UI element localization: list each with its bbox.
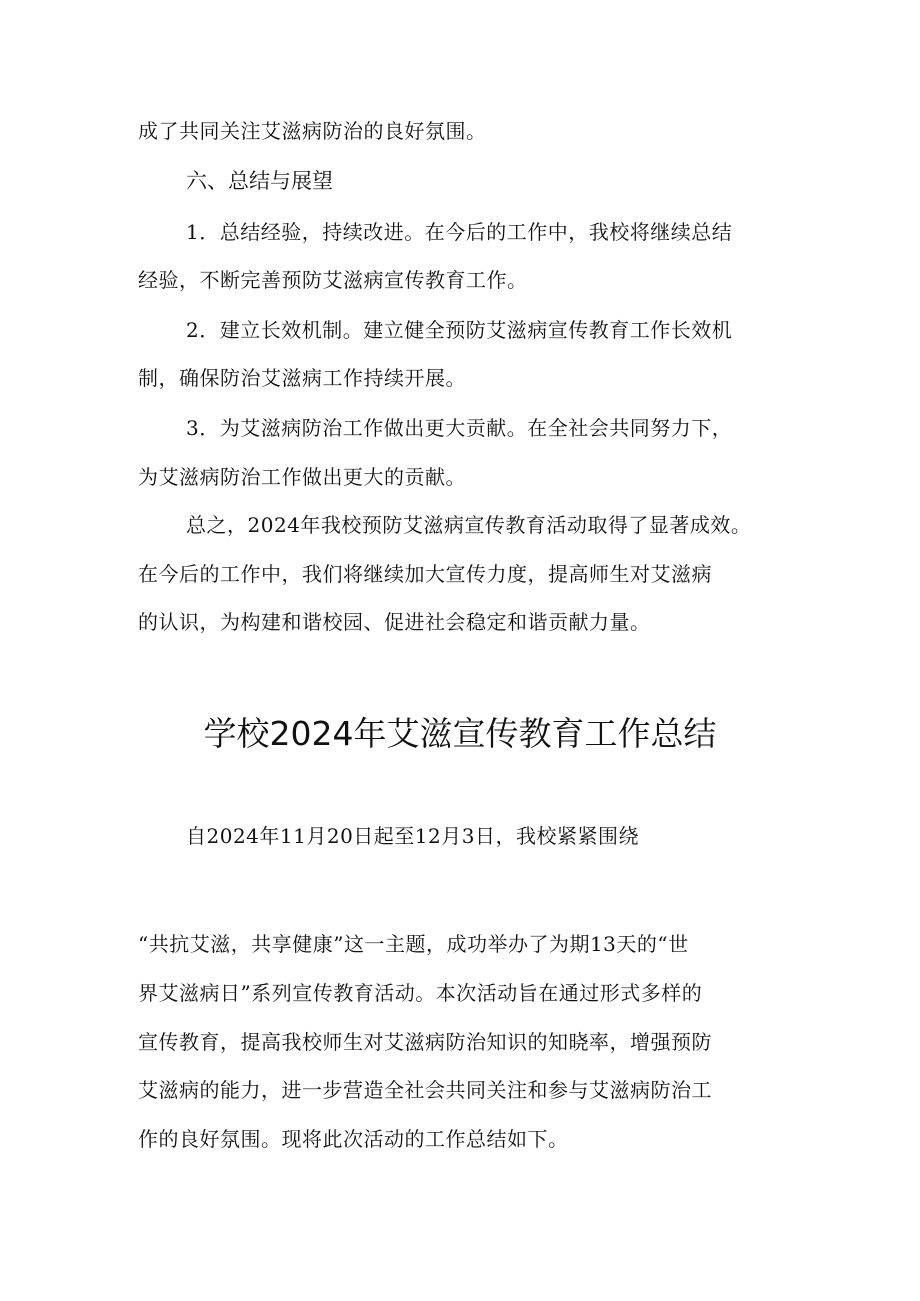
body-para-line5: 作的良好氛围。现将此次活动的工作总结如下。 xyxy=(138,1127,569,1151)
section-six-heading: 六、总结与展望 xyxy=(186,169,333,193)
item3-line2: 为艾滋病防治工作做出更大的贡献。 xyxy=(138,465,466,489)
body-para-line3: 宣传教育，提高我校师生对艾滋病防治知识的知晓率，增强预防 xyxy=(138,1030,712,1054)
document-title: 学校2024年艾滋宣传教育工作总结 xyxy=(203,714,717,753)
summary-line3: 的认识，为构建和谐校园、促进社会稳定和谐贡献力量。 xyxy=(138,610,651,634)
item2-line2: 制，确保防治艾滋病工作持续开展。 xyxy=(138,366,466,390)
item1-line1: 1．总结经验，持续改进。在今后的工作中，我校将继续总结 xyxy=(186,220,733,244)
item3-line1: 3．为艾滋病防治工作做出更大贡献。在全社会共同努力下， xyxy=(186,416,733,440)
prev-section-tail-line: 成了共同关注艾滋病防治的良好氛围。 xyxy=(138,119,487,143)
item2-line1: 2．建立长效机制。建立健全预防艾滋病宣传教育工作长效机 xyxy=(186,318,733,342)
intro-line: 自2024年11月20日起至12月3日，我校紧紧围绕 xyxy=(186,824,639,848)
item1-line2: 经验，不断完善预防艾滋病宣传教育工作。 xyxy=(138,268,528,292)
summary-line2: 在今后的工作中，我们将继续加大宣传力度，提高师生对艾滋病 xyxy=(138,562,712,586)
body-para-line4: 艾滋病的能力，进一步营造全社会共同关注和参与艾滋病防治工 xyxy=(138,1078,712,1102)
summary-line1: 总之，2024年我校预防艾滋病宣传教育活动取得了显著成效。 xyxy=(186,513,752,537)
body-para-line2: 界艾滋病日”系列宣传教育活动。本次活动旨在通过形式多样的 xyxy=(138,981,703,1005)
body-para-line1: “共抗艾滋，共享健康”这一主题，成功举办了为期13天的“世 xyxy=(138,932,689,956)
